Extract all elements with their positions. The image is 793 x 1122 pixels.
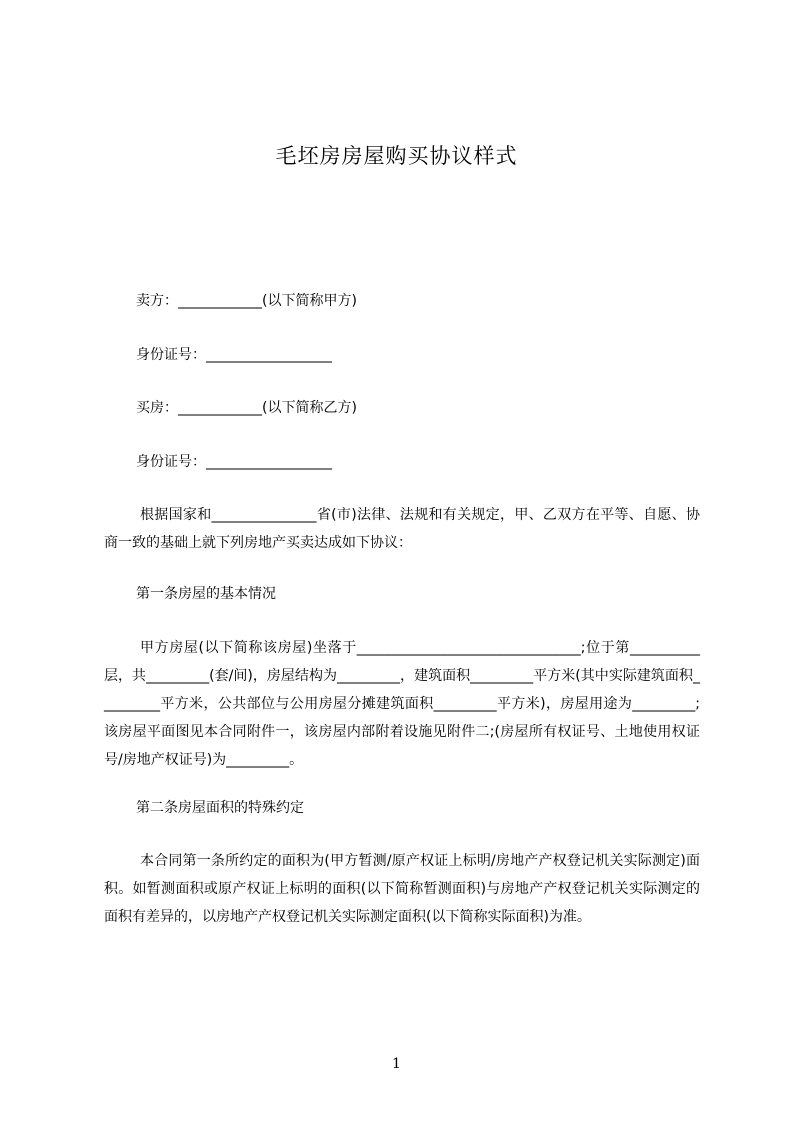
document-title: 毛坯房房屋购买协议样式 <box>275 144 518 168</box>
seller-line: 卖方：____________(以下简称甲方) <box>136 293 357 309</box>
intro-paragraph: 根据国家和_______________省(市)法律、法规和有关规定，甲、乙双方在平等、自愿、协商一致的基础上就下列房地产买卖达成如下协议： <box>104 507 700 551</box>
buyer-line: 买房：____________(以下简称乙方) <box>136 400 357 416</box>
seller-id-line: 身份证号：__________________ <box>136 347 332 363</box>
article1-heading: 第一条房屋的基本情况 <box>136 586 276 602</box>
article2-heading: 第二条房屋面积的特殊约定 <box>136 800 304 816</box>
buyer-id-line: 身份证号：__________________ <box>136 454 332 470</box>
article1-paragraph: 甲方房屋(以下简称该房屋)坐落于________________________________;位于第__________层，共_________(套/间)，房屋结构为_________，建筑面积_________平方米(其中实际建筑面积_________平方米，公共部位与公用房屋分摊建筑面积_________平方米)，房屋用途为_________;该房屋平面图见本合同附件一，该房屋内部附着设施见附件二;(房屋所有权证号、土地使用权证号/房地产权证号)为_________。 <box>104 640 700 768</box>
article2-paragraph: 本合同第一条所约定的面积为(甲方暂测/原产权证上标明/房地产产权登记机关实际测定)面积。如暂测面积或原产权证上标明的面积(以下简称暂测面积)与房地产产权登记机关实际测定的面积有差异的，以房地产产权登记机关实际测定面积(以下简称实际面积)为准。 <box>104 853 700 925</box>
page-number: 1 <box>392 1056 401 1072</box>
